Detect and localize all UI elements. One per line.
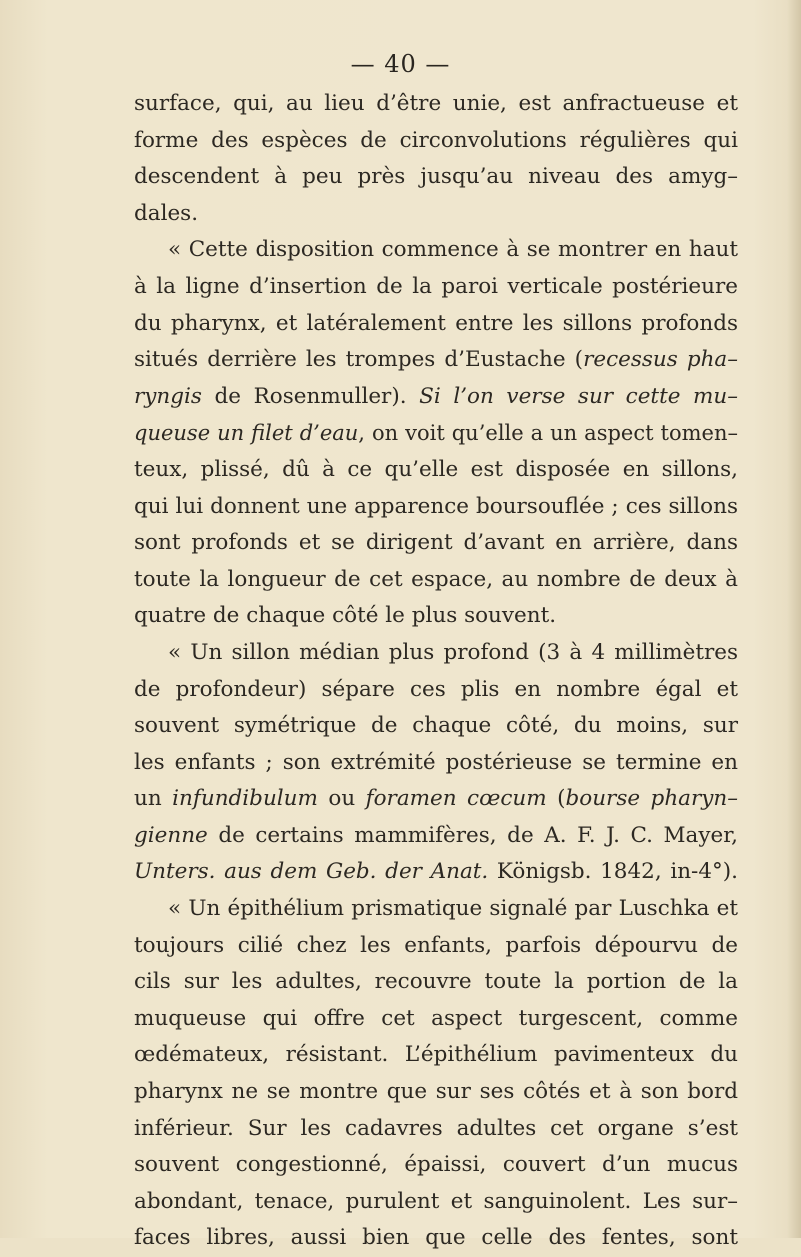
italic-text-segment: infundibulum: [172, 786, 318, 812]
text-segment: inférieur. Sur les cadavres adultes cet organe s’est: [134, 1115, 738, 1141]
text-segment: les enfants ; son extrémité postérieuse se termine en: [134, 749, 738, 775]
text-segment: muqueuse qui offre cet aspect turgescent, comme: [134, 1005, 738, 1031]
text-segment: teux, plissé, dû à ce qu’elle est disposée en sillons,: [134, 456, 738, 482]
text-segment: surface, qui, au lieu d’être unie, est anfractueuse et: [134, 91, 738, 116]
text-segment: quatre de chaque côté le plus souvent.: [134, 603, 557, 629]
italic-text-segment: Si l’on verse sur cette mu–: [419, 383, 739, 409]
text-segment: faces libres, aussi bien que celle des fentes, sont: [134, 1225, 738, 1251]
text-line: [134, 415, 738, 452]
text-segment: souvent symétrique de chaque côté, du moins, sur: [134, 713, 738, 739]
text-line: [134, 196, 738, 233]
italic-text-segment: ryngis: [134, 383, 202, 409]
page-edge-shadow: [787, 0, 801, 1238]
text-line: [134, 854, 738, 891]
text-line: [134, 562, 738, 599]
text-line: [134, 86, 738, 123]
text-line: [134, 342, 738, 379]
text-segment: « Un épithélium prismatique signalé par Luschka et: [168, 896, 738, 922]
text-segment: (: [546, 786, 566, 812]
text-line: [134, 598, 738, 635]
text-line: [134, 1037, 738, 1074]
text-segment: à la ligne d’insertion de la paroi verticale postérieure: [134, 273, 738, 299]
text-line: [134, 306, 738, 343]
italic-text-segment: recessus pha–: [583, 347, 738, 373]
text-segment: œdémateux, résistant. L’épithélium pavimenteux du: [134, 1042, 738, 1068]
text-line: [134, 1111, 738, 1148]
text-line: [134, 672, 738, 709]
text-segment: sont profonds et se dirigent d’avant en arrière, dans: [134, 530, 738, 556]
text-line: [134, 635, 738, 672]
text-segment: situés derrière les trompes d’Eustache (: [134, 347, 584, 373]
italic-text-segment: Unters. aus dem Geb. der Anat.: [134, 859, 489, 885]
text-line: [134, 745, 738, 782]
text-segment: qui lui donnent une apparence boursouflée ; ces sillons: [134, 493, 738, 519]
text-line: [134, 781, 738, 818]
text-segment: de certains mammifères, de A. F. J. C. Mayer,: [207, 822, 738, 848]
text-segment: pharynx ne se montre que sur ses côtés et à son bord: [134, 1079, 738, 1105]
text-segment: de Rosenmuller).: [201, 383, 420, 409]
text-segment: descendent à peu près jusqu’au niveau des amyg–: [134, 164, 738, 190]
text-segment: Königsb. 1842, in-4°).: [488, 859, 738, 885]
text-segment: un: [134, 786, 173, 812]
text-segment: toute la longueur de cet espace, au nombre de deux à: [134, 566, 738, 592]
text-line: [134, 379, 738, 416]
italic-text-segment: bourse pharyn–: [565, 786, 739, 812]
text-line: [134, 269, 738, 306]
text-line: [134, 1184, 738, 1221]
text-line: [134, 708, 738, 745]
text-segment: cils sur les adultes, recouvre toute la portion de la: [134, 969, 738, 995]
italic-text-segment: gienne: [134, 822, 208, 848]
text-segment: , on voit qu’elle a un aspect tomen–: [358, 421, 738, 446]
text-line: [134, 1147, 738, 1184]
text-line: [134, 928, 738, 965]
text-line: [134, 1001, 738, 1038]
text-segment: souvent congestionné, épaissi, couvert d’un mucus: [134, 1152, 738, 1178]
page-number: — 40 —: [350, 50, 451, 78]
text-line: [134, 1074, 738, 1111]
text-line: [134, 452, 738, 489]
italic-text-segment: foramen cœcum: [365, 786, 547, 812]
text-segment: abondant, tenace, purulent et sanguinolent. Les sur–: [134, 1188, 738, 1214]
text-segment: « Un sillon médian plus profond (3 à 4 millimètres: [168, 639, 738, 665]
text-segment: du pharynx, et latéralement entre les sillons profonds: [134, 310, 738, 336]
text-line: [134, 123, 738, 160]
text-segment: toujours cilié chez les enfants, parfois dépourvu de: [134, 932, 738, 958]
text-line: [134, 1220, 738, 1257]
text-line: [134, 232, 738, 269]
text-segment: « Cette disposition commence à se montrer en haut: [168, 237, 738, 263]
text-line: [134, 525, 738, 562]
text-line: [134, 489, 738, 526]
text-line: [134, 964, 738, 1001]
text-segment: de profondeur) sépare ces plis en nombre égal et: [134, 676, 738, 702]
italic-text-segment: queuse un filet d’eau: [134, 421, 359, 446]
text-line: [134, 159, 738, 196]
body-text: [134, 86, 738, 1257]
text-segment: dales.: [134, 200, 199, 226]
text-segment: ou: [317, 786, 366, 812]
text-line: [134, 818, 738, 855]
text-segment: forme des espèces de circonvolutions régulières qui: [134, 127, 738, 153]
text-line: [134, 891, 738, 928]
